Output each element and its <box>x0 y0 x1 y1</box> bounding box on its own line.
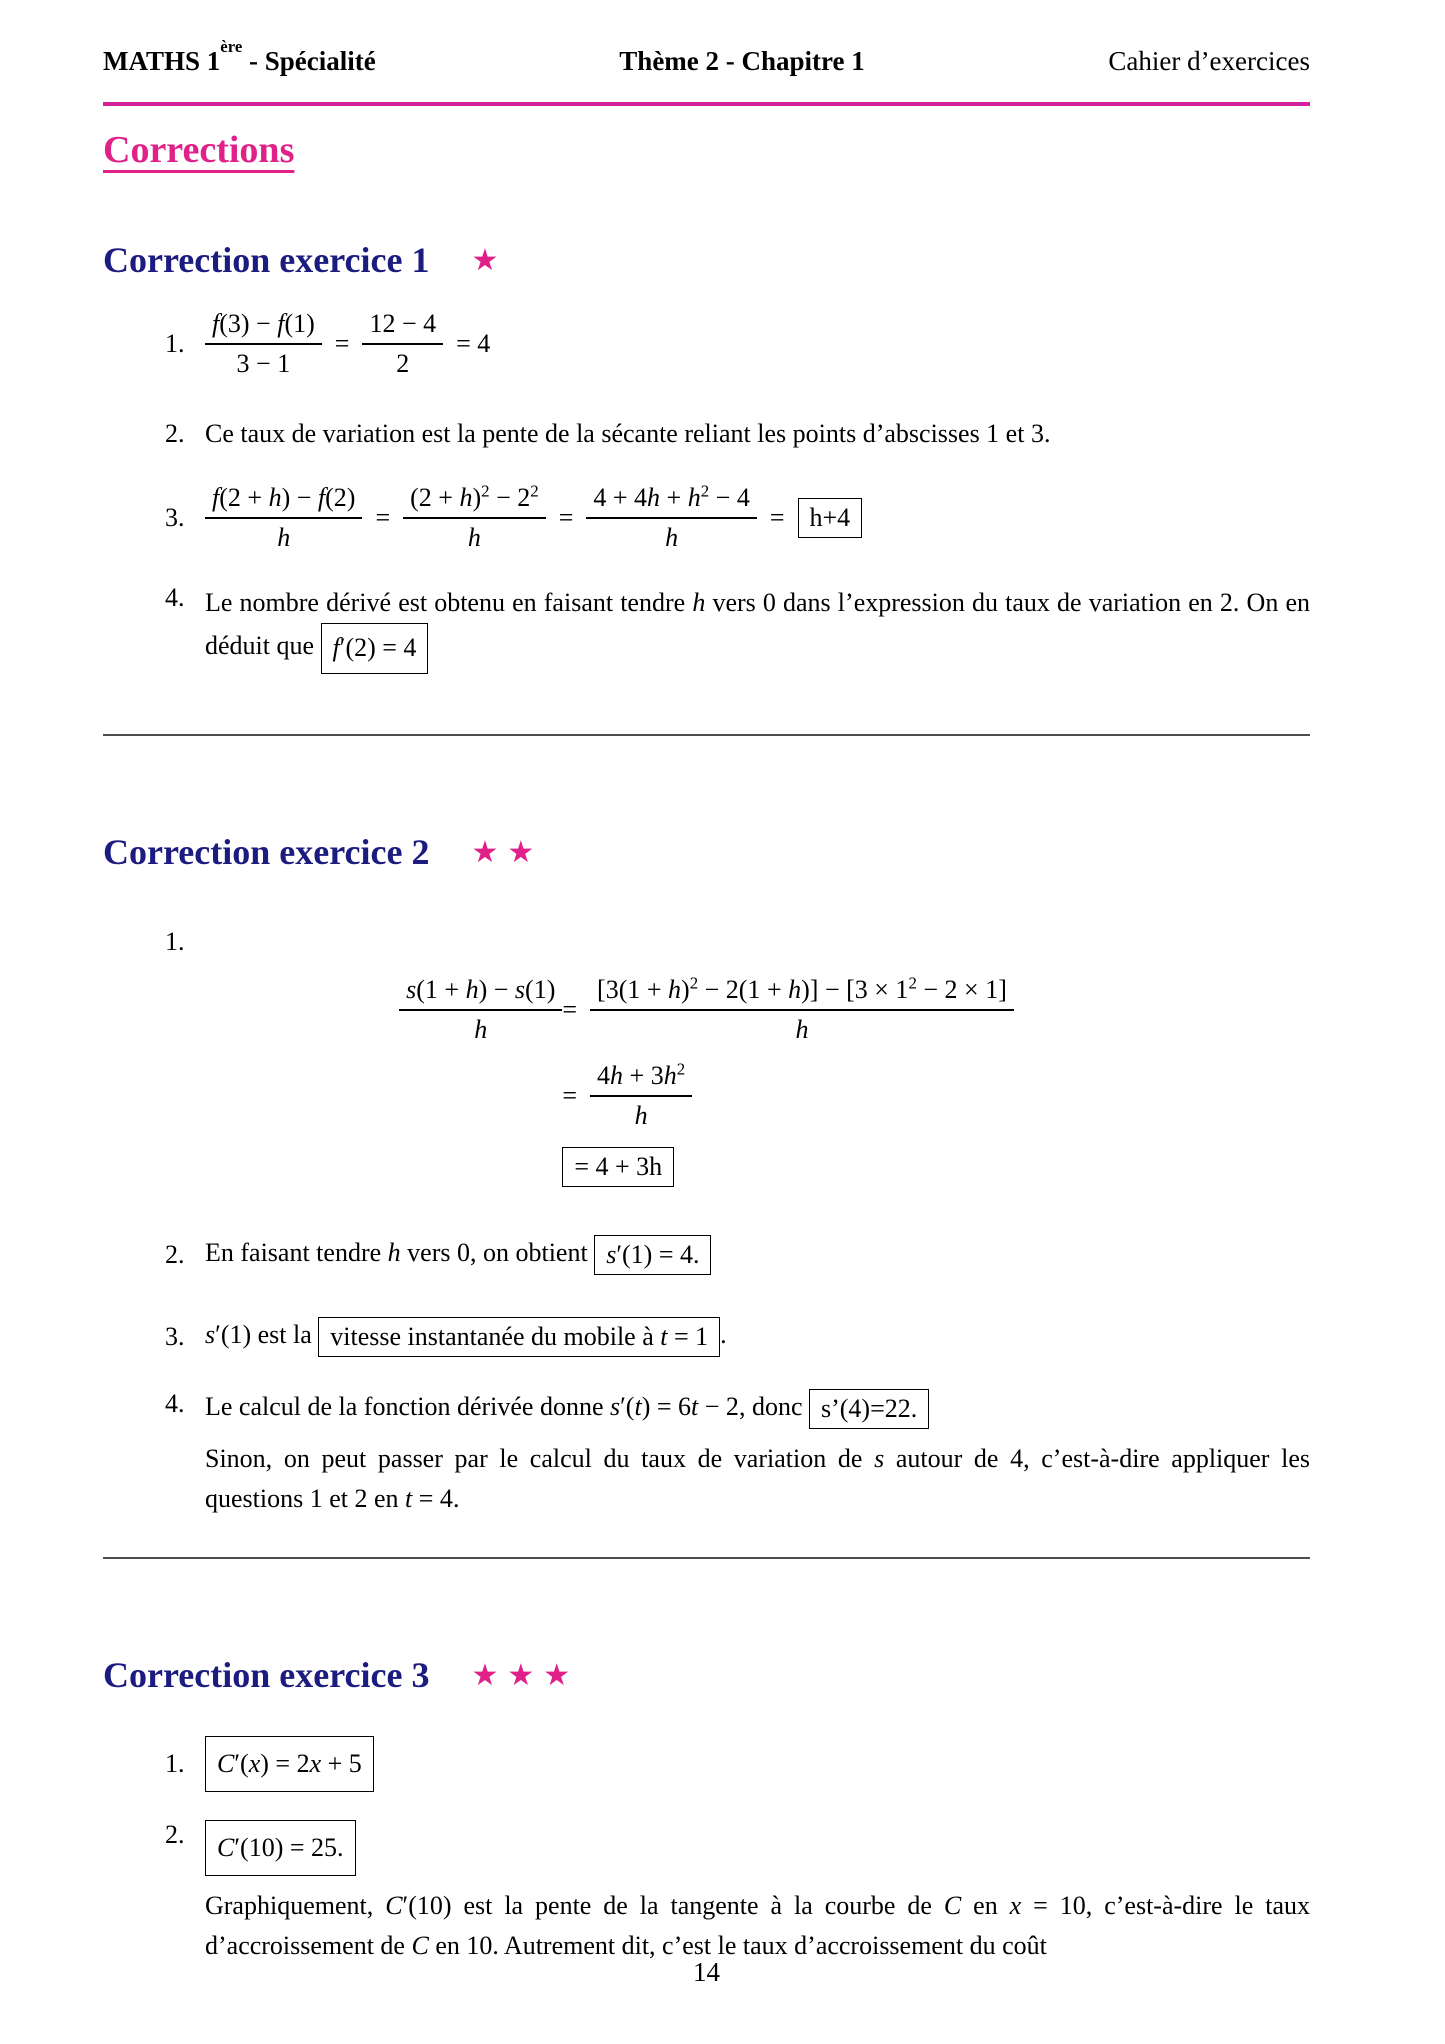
item-number: 4. <box>165 1388 185 1418</box>
fraction-denominator: 3 − 1 <box>236 349 291 378</box>
text-segment: Graphiquement, <box>205 1891 386 1921</box>
exercise-2-correction <box>103 830 1310 1520</box>
fraction-denominator: h <box>277 523 291 552</box>
fraction <box>590 1058 692 1131</box>
list-item <box>165 1820 1310 1967</box>
exercise-3-correction <box>103 1653 1310 1967</box>
item-number: 3. <box>165 503 185 532</box>
list-item <box>165 927 1310 957</box>
fraction <box>403 483 546 553</box>
exercise-3-title: Correction exercice 3 <box>103 1655 430 1696</box>
difficulty-stars-icon: ★★ <box>471 835 544 869</box>
equation <box>205 483 862 553</box>
boxed-answer: s’(4)=22. <box>809 1389 929 1429</box>
item-number: 1. <box>165 1749 185 1779</box>
math-variable: h <box>387 1237 401 1267</box>
exercise-1-heading <box>103 238 1310 283</box>
item-number: 1. <box>165 926 185 956</box>
equation <box>205 309 503 379</box>
fraction <box>590 972 1014 1045</box>
text-segment: En faisant tendre <box>205 1237 388 1267</box>
fraction-numerator: f(2 + h) − f(2) <box>205 483 362 519</box>
page-number: 14 <box>693 1957 720 1987</box>
header-course-main: MATHS 1 <box>103 46 221 76</box>
exercise-1-title: Correction exercice 1 <box>103 240 430 280</box>
difficulty-stars-icon: ★ <box>471 244 508 277</box>
item-text <box>205 583 1310 674</box>
text-segment: Le nombre dérivé est obtenu en faisant tendre <box>205 588 693 617</box>
text-segment: autour de 4, c’est-à-dire appliquer les questions 1 et 2 en <box>205 1443 1310 1513</box>
equation-right-side <box>562 972 1014 1045</box>
item-text: Ce taux de variation est la pente de la sécante reliant les points d’abscisses 1 et 3. <box>205 419 1051 448</box>
item-paragraph <box>205 1886 1310 1967</box>
fraction-numerator: $4 + 4h + h^2 - 4$ <box>586 483 756 519</box>
item-paragraph <box>205 1439 1310 1520</box>
item-text <box>205 1820 1310 1967</box>
text-segment: Le calcul de la fonction dérivée donne <box>205 1391 610 1421</box>
fraction-numerator: s(1 + h) − s(1) <box>399 975 562 1011</box>
item-number: 2. <box>165 419 185 448</box>
text-segment: en 10. Autrement dit, c’est le taux d’accroissement du coût <box>428 1931 1047 1961</box>
header-course-sup: ère <box>220 36 243 56</box>
equation-left-side <box>399 1061 562 1131</box>
equals-sign: = <box>375 503 391 532</box>
list-item <box>165 583 1310 674</box>
text-segment: vers 0 dans l’expression du taux de variation en 2. On en déduit que <box>205 588 1311 661</box>
text-segment: , donc <box>738 1391 809 1421</box>
fraction-denominator: h <box>795 1014 809 1044</box>
boxed-answer: s′(1) = 4. <box>594 1235 711 1275</box>
fraction <box>205 483 362 553</box>
math-variable: s <box>874 1443 885 1473</box>
boxed-answer: C′(10) = 25. <box>205 1820 356 1876</box>
boxed-answer: vitesse instantanée du mobile à t = 1 <box>318 1317 720 1357</box>
math-variable: h <box>692 588 706 617</box>
text-segment: , c’est-à-dire le taux d’accroissement de <box>205 1891 1310 1961</box>
boxed-answer: = 4 + 3h <box>562 1147 674 1187</box>
equation-right-side <box>562 1058 1014 1131</box>
text-segment: . <box>452 1483 460 1513</box>
header-course-rest: - Spécialité <box>242 46 376 76</box>
corrections-heading: Corrections <box>103 129 295 171</box>
item-text <box>205 1317 1310 1357</box>
fraction-numerator: 12 − 4 <box>362 309 443 345</box>
item-text <box>205 1235 1310 1275</box>
math-expression: t = 4 <box>405 1483 453 1513</box>
section-divider <box>103 734 1310 736</box>
section-divider <box>103 1557 1310 1559</box>
fraction-numerator: $(2 + h)^2 - 2^2$ <box>403 483 546 519</box>
exercise-1-correction <box>103 238 1310 674</box>
list-item <box>165 1317 1310 1357</box>
fraction-denominator: 2 <box>396 349 410 378</box>
list-item <box>165 309 1310 379</box>
item-number: 2. <box>165 1239 185 1269</box>
item-text <box>205 1389 1310 1520</box>
equation-right-side <box>562 1147 1014 1187</box>
list-item <box>165 483 1310 553</box>
math-variable: C <box>411 1931 429 1961</box>
item-line <box>205 1820 1310 1876</box>
fraction-denominator: h <box>665 523 679 552</box>
item-number: 1. <box>165 329 185 358</box>
item-number: 2. <box>165 1820 185 1850</box>
header-booklet-label: Cahier d’exercices <box>1108 46 1310 76</box>
text-segment: est la <box>251 1319 319 1349</box>
header-rule <box>103 102 1310 106</box>
text-segment: en <box>961 1891 1010 1921</box>
boxed-answer: C′(x) = 2x + 5 <box>205 1736 374 1792</box>
aligned-equations <box>103 972 1310 1187</box>
list-item <box>165 1389 1310 1520</box>
header-theme-chapter: Thème 2 - Chapitre 1 <box>619 46 865 76</box>
list-item <box>165 1235 1310 1275</box>
boxed-answer: f′(2) = 4 <box>321 623 429 673</box>
exercise-3-heading <box>103 1653 1310 1698</box>
fraction-denominator: h <box>634 1100 648 1130</box>
equals-sign: = <box>562 994 578 1024</box>
equation-left-side <box>399 1147 562 1187</box>
difficulty-stars-icon: ★★★ <box>471 1659 580 1693</box>
math-expression: x = 10 <box>1009 1891 1086 1921</box>
text-segment: Sinon, on peut passer par le calcul du taux de variation de <box>205 1443 875 1473</box>
fraction-numerator: f(3) − f(1) <box>205 309 322 345</box>
math-expression: s′(1) <box>205 1319 252 1349</box>
boxed-answer: h+4 <box>798 498 863 538</box>
text-segment: . <box>720 1319 727 1349</box>
fraction-denominator: h <box>467 523 481 552</box>
page-header <box>103 36 1310 76</box>
math-expression: C′(10) <box>385 1891 452 1921</box>
text-segment: est la pente de la tangente à la courbe de <box>451 1891 944 1921</box>
equals-sign: = <box>769 503 785 532</box>
math-variable: C <box>943 1891 962 1921</box>
item-number: 3. <box>165 1321 185 1351</box>
header-course-label <box>103 36 376 76</box>
list-item <box>165 1736 1310 1792</box>
equals-sign: = <box>558 503 574 532</box>
fraction <box>399 975 562 1045</box>
fraction <box>205 309 322 379</box>
fraction <box>586 483 756 553</box>
text-segment: vers 0, on obtient <box>400 1237 595 1267</box>
exercise-2-heading <box>103 830 1310 875</box>
fraction-numerator: $[3(1 + h)^2 - 2(1 + h)] - [3 \times 1^2 - 2 \times 1]$ <box>590 975 1014 1011</box>
item-text <box>205 1736 1310 1792</box>
equals-sign: = <box>334 329 350 358</box>
fraction <box>362 309 443 379</box>
fraction-numerator: $4h + 3h^2$ <box>590 1061 692 1097</box>
item-number: 4. <box>165 583 185 612</box>
exercise-2-title: Correction exercice 2 <box>103 831 430 872</box>
equation-left-side <box>399 975 562 1045</box>
item-line <box>205 1389 1310 1429</box>
equals-sign: = <box>562 1080 578 1110</box>
equation-result: = 4 <box>456 329 491 358</box>
math-expression: s′(t) = 6t − 2 <box>609 1391 739 1421</box>
list-item <box>165 419 1310 449</box>
fraction-denominator: h <box>474 1014 488 1044</box>
